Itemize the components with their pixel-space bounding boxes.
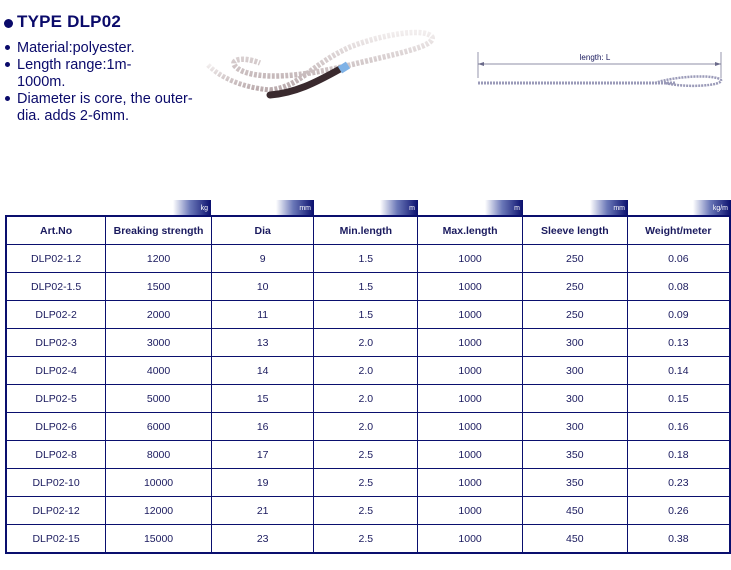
table-cell: 0.23 [627, 469, 730, 497]
table-cell: 0.26 [627, 497, 730, 525]
table-row [6, 329, 730, 357]
unit-cell [628, 200, 731, 215]
column-header: Min.length [314, 216, 418, 245]
table-cell: 3000 [106, 329, 212, 357]
bullet-icon [5, 45, 10, 50]
table-cell: 1000 [418, 385, 523, 413]
table-cell: 2.5 [314, 525, 418, 554]
table-cell: DLP02-15 [6, 525, 106, 554]
table-cell: 4000 [106, 357, 212, 385]
table-cell: 1000 [418, 329, 523, 357]
table-cell: 1000 [418, 413, 523, 441]
table-cell: 1000 [418, 357, 523, 385]
feature-text: Material:polyester. [17, 40, 135, 56]
table-cell: 15000 [106, 525, 212, 554]
arrow-right-icon [715, 62, 721, 66]
unit-cell [105, 200, 211, 215]
table-cell: 2.0 [314, 329, 418, 357]
table-cell: 0.38 [627, 525, 730, 554]
table-cell: 0.16 [627, 413, 730, 441]
table-cell: 6000 [106, 413, 212, 441]
table-row [6, 357, 730, 385]
table-cell: 2000 [106, 301, 212, 329]
table-cell: 15 [211, 385, 314, 413]
table-cell: 1000 [418, 301, 523, 329]
arrow-left-icon [478, 62, 484, 66]
table-cell: 450 [522, 525, 627, 554]
feature-text: Diameter is core, the outer-dia. adds 2-6mm. [17, 91, 193, 124]
table-cell: 350 [522, 469, 627, 497]
column-header: Art.No [6, 216, 106, 245]
table-cell: 300 [522, 413, 627, 441]
table-cell: 1000 [418, 273, 523, 301]
table-cell: 8000 [106, 441, 212, 469]
table-cell: 0.08 [627, 273, 730, 301]
table-cell: 1.5 [314, 301, 418, 329]
table-cell: 2.5 [314, 469, 418, 497]
table-cell: 1200 [106, 245, 212, 273]
table-cell: 0.06 [627, 245, 730, 273]
unit-header-table [5, 200, 731, 215]
bullet-icon [5, 62, 10, 67]
length-label: length: L [579, 53, 611, 62]
length-diagram [475, 48, 725, 93]
table-row [6, 413, 730, 441]
unit-label: kg/m [693, 200, 731, 215]
table-row [6, 273, 730, 301]
table-header-row [6, 216, 730, 245]
table-row [6, 469, 730, 497]
spec-table-wrapper [5, 200, 731, 554]
table-cell: 16 [211, 413, 314, 441]
table-cell: 2.0 [314, 357, 418, 385]
unit-cell [211, 200, 314, 215]
table-cell: 1000 [418, 469, 523, 497]
rope-sling-photo [200, 25, 450, 135]
rope-loop [234, 32, 432, 90]
table-cell: 2.5 [314, 441, 418, 469]
feature-list [5, 40, 205, 125]
table-row [6, 385, 730, 413]
table-cell: DLP02-10 [6, 469, 106, 497]
table-cell: 0.09 [627, 301, 730, 329]
unit-cell [523, 200, 628, 215]
table-cell: 11 [211, 301, 314, 329]
table-row [6, 441, 730, 469]
table-row [6, 301, 730, 329]
table-cell: 1.5 [314, 245, 418, 273]
unit-label: m [380, 200, 418, 215]
feature-item [5, 40, 205, 57]
table-cell: DLP02-4 [6, 357, 106, 385]
table-cell: 17 [211, 441, 314, 469]
table-cell: 10 [211, 273, 314, 301]
unit-cell [418, 200, 523, 215]
table-cell: 9 [211, 245, 314, 273]
table-cell: 350 [522, 441, 627, 469]
page-title [4, 11, 121, 33]
table-cell: DLP02-1.5 [6, 273, 106, 301]
feature-text: Length range:1m-1000m. [17, 57, 132, 90]
table-cell: 0.15 [627, 385, 730, 413]
column-header: Sleeve length [522, 216, 627, 245]
spec-table [5, 215, 731, 554]
table-cell: 0.18 [627, 441, 730, 469]
table-cell: 250 [522, 245, 627, 273]
table-cell: 12000 [106, 497, 212, 525]
title-text: TYPE DLP02 [17, 12, 122, 31]
feature-item [5, 57, 205, 91]
table-cell: 0.14 [627, 357, 730, 385]
bullet-icon [4, 19, 13, 28]
bullet-icon [5, 96, 10, 101]
table-cell: DLP02-12 [6, 497, 106, 525]
table-cell: 5000 [106, 385, 212, 413]
table-cell: 250 [522, 301, 627, 329]
unit-cell [5, 200, 105, 215]
table-cell: 0.13 [627, 329, 730, 357]
table-cell: 1000 [418, 525, 523, 554]
table-cell: 1000 [418, 441, 523, 469]
table-cell: 2.0 [314, 413, 418, 441]
table-cell: 300 [522, 329, 627, 357]
table-cell: 19 [211, 469, 314, 497]
column-header: Breaking strength [106, 216, 212, 245]
table-cell: 10000 [106, 469, 212, 497]
unit-label: mm [276, 200, 314, 215]
unit-label: kg [173, 200, 211, 215]
column-header: Dia [211, 216, 314, 245]
table-cell: 1.5 [314, 273, 418, 301]
table-cell: DLP02-1.2 [6, 245, 106, 273]
table-cell: 1500 [106, 273, 212, 301]
table-cell: 1000 [418, 497, 523, 525]
rope-ferrule [340, 65, 348, 70]
table-cell: DLP02-8 [6, 441, 106, 469]
table-cell: 450 [522, 497, 627, 525]
table-cell: 14 [211, 357, 314, 385]
table-cell: 1000 [418, 245, 523, 273]
column-header: Weight/meter [627, 216, 730, 245]
table-cell: 23 [211, 525, 314, 554]
table-cell: 250 [522, 273, 627, 301]
unit-label: m [485, 200, 523, 215]
table-cell: DLP02-5 [6, 385, 106, 413]
table-cell: 2.0 [314, 385, 418, 413]
table-cell: DLP02-2 [6, 301, 106, 329]
table-row [6, 497, 730, 525]
table-row [6, 245, 730, 273]
table-cell: 21 [211, 497, 314, 525]
unit-cell [314, 200, 418, 215]
table-cell: DLP02-6 [6, 413, 106, 441]
table-cell: 300 [522, 357, 627, 385]
table-cell: DLP02-3 [6, 329, 106, 357]
feature-item [5, 91, 205, 125]
table-cell: 2.5 [314, 497, 418, 525]
unit-label: mm [590, 200, 628, 215]
column-header: Max.length [418, 216, 523, 245]
table-cell: 13 [211, 329, 314, 357]
table-cell: 300 [522, 385, 627, 413]
table-row [6, 525, 730, 554]
